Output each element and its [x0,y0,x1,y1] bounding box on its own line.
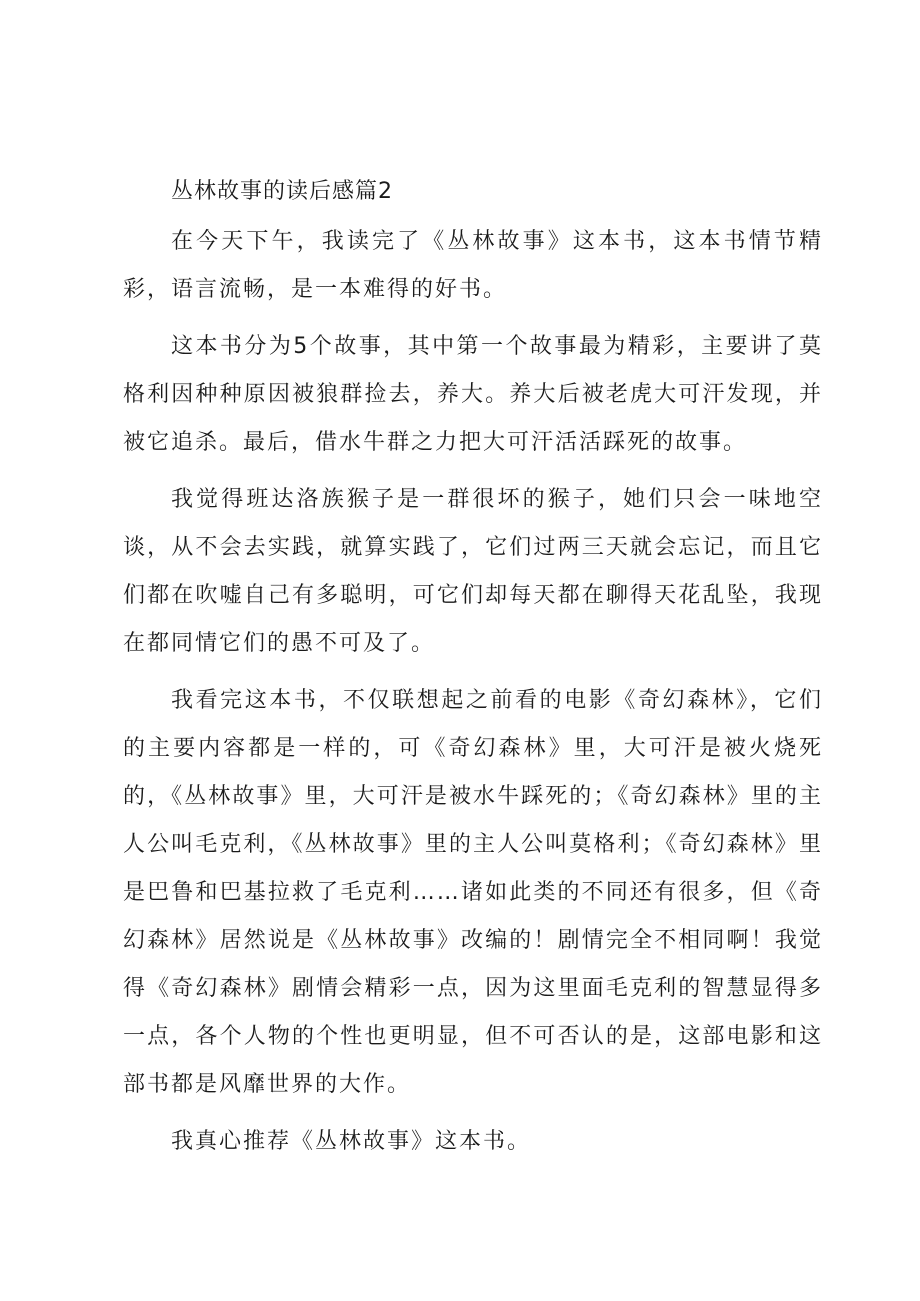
paragraph-1: 在今天下午，我读完了《丛林故事》这本书，这本书情节精彩，语言流畅，是一本难得的好书。 [123,229,823,302]
paragraph-5: 我真心推荐《丛林故事》这本书。 [171,1129,532,1154]
document-title: 丛林故事的读后感篇2 [171,179,393,204]
paragraph-2: 这本书分为5个故事，其中第一个故事最为精彩，主要讲了莫格利因种种原因被狼群捡去，养大。养大后被老虎大可汗发现，并被它追杀。最后，借水牛群之力把大可汗活活踩死的故事。 [123,334,823,455]
paragraph-4: 我看完这本书，不仅联想起之前看的电影《奇幻森林》，它们的主要内容都是一样的，可《奇幻森林》里，大可汗是被火烧死的，《丛林故事》里，大可汗是被水牛踩死的；《奇幻森林》里的主人公叫毛克利，《丛林故事》里的主人公叫莫格利；《奇幻森林》里是巴鲁和巴基拉救了毛克利……诸如此类的不同还有很多，但《奇幻森林》居然说是《丛林故事》改编的！剧情完全不相同啊！我觉得《奇幻森林》剧情会精彩一点，因为这里面毛克利的智慧显得多一点，各个人物的个性也更明显，但不可否认的是，这部电影和这部书都是风靡世界的大作。 [123,688,823,1097]
document-body [123,176,823,1175]
paragraph-3: 我觉得班达洛族猴子是一群很坏的猴子，她们只会一味地空谈，从不会去实践，就算实践了，它们过两三天就会忘记，而且它们都在吹嘘自己有多聪明，可它们却每天都在聊得天花乱坠，我现在都同情它们的愚不可及了。 [123,487,823,656]
